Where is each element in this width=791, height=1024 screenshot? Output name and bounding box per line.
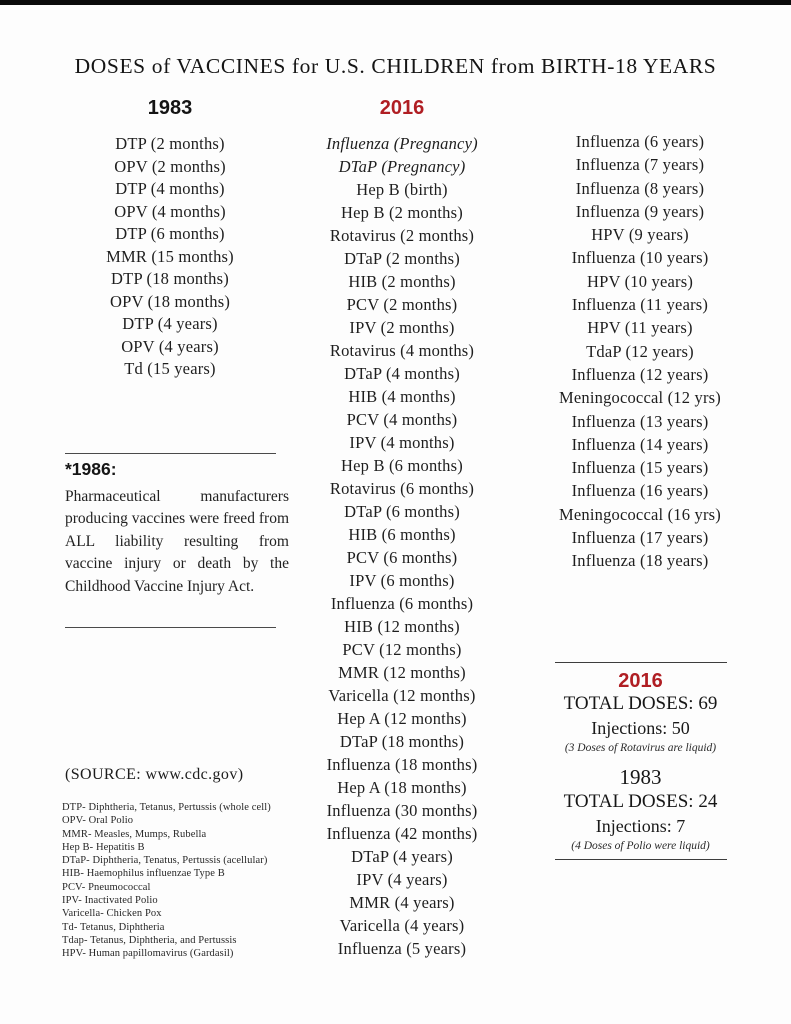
totals-2016-injections: Injections: 50 xyxy=(591,718,690,738)
vaccine-entry: Influenza (9 years) xyxy=(575,201,705,221)
vaccine-entry: Meningococcal (12 yrs) xyxy=(558,388,721,408)
vaccine-entry: HPV (11 years) xyxy=(587,318,693,338)
abbreviation-entry: IPV- Inactivated Polio xyxy=(62,895,158,907)
vaccine-entry: Influenza (15 years) xyxy=(571,458,709,478)
vaccine-entry: DTaP (4 months) xyxy=(344,364,460,383)
abbreviation-entry: Varicella- Chicken Pox xyxy=(62,908,162,920)
vaccine-entry: DTP (18 months) xyxy=(111,269,229,288)
vaccine-entry: PCV (4 months) xyxy=(346,410,458,429)
totals-2016-year: 2016 xyxy=(618,670,663,692)
vaccine-entry: Td (15 years) xyxy=(124,359,216,378)
vaccine-entry: MMR (12 months) xyxy=(338,663,466,682)
vaccine-entry: Influenza (10 years) xyxy=(571,248,709,268)
abbreviation-entry: Hep B- Hepatitis B xyxy=(62,841,145,853)
vaccine-entry: Influenza (18 years) xyxy=(571,551,709,571)
totals-panel xyxy=(538,662,743,860)
vaccine-entry: OPV (18 months) xyxy=(109,291,231,311)
vaccine-entry: HPV (9 years) xyxy=(591,225,689,245)
page-title: DOSES of VACCINES for U.S. CHILDREN from BIRTH-18 YEARS xyxy=(74,54,717,78)
source-line: (SOURCE: www.cdc.gov) xyxy=(65,766,244,783)
vaccine-list-1983 xyxy=(60,133,280,381)
note-bottom-rule xyxy=(65,627,276,628)
vaccine-entry: Influenza (12 years) xyxy=(571,364,709,384)
vaccine-entry: Influenza (8 years) xyxy=(575,178,705,198)
abbreviation-entry: HIB- Haemophilus influenzae Type B xyxy=(62,868,225,880)
totals-1983-year: 1983 xyxy=(619,765,662,789)
vaccine-entry: Hep B (2 months) xyxy=(341,203,463,222)
totals-1983-doses: TOTAL DOSES: 24 xyxy=(563,791,718,812)
vaccine-entry: DTP (4 months) xyxy=(115,179,225,198)
vaccine-entry: IPV (2 months) xyxy=(349,318,455,337)
vaccine-entry: Rotavirus (2 months) xyxy=(329,226,475,245)
vaccine-entry: Hep A (12 months) xyxy=(337,709,467,728)
note-top-rule xyxy=(65,453,276,454)
vaccine-entry: IPV (4 years) xyxy=(356,870,448,889)
vaccine-entry: Influenza (30 months) xyxy=(326,801,478,820)
abbreviation-entry: MMR- Measles, Mumps, Rubella xyxy=(62,828,207,840)
vaccine-entry: Influenza (18 months) xyxy=(326,755,478,774)
vaccine-entry: IPV (4 months) xyxy=(349,433,455,452)
vaccine-entry: Influenza (5 years) xyxy=(337,939,467,958)
vaccine-entry: Hep B (birth) xyxy=(356,180,448,199)
vaccine-entry: Influenza (17 years) xyxy=(571,528,709,548)
vaccine-entry: TdaP (12 years) xyxy=(586,341,694,361)
vaccine-entry: DTP (2 months) xyxy=(115,134,225,153)
vaccine-entry: HPV (10 years) xyxy=(586,271,694,291)
vaccine-entry: DTaP (6 months) xyxy=(344,502,460,521)
vaccine-entry: Meningococcal (16 yrs) xyxy=(558,504,721,524)
vaccine-entry: Varicella (4 years) xyxy=(339,916,465,935)
abbreviation-entry: DTP- Diphtheria, Tetanus, Pertussis (whole cell) xyxy=(62,802,271,813)
vaccine-entry: HIB (6 months) xyxy=(348,525,456,544)
vaccine-entry: DTaP (Pregnancy) xyxy=(338,157,466,176)
abbreviation-list xyxy=(62,801,271,961)
vaccine-entry: Influenza (11 years) xyxy=(571,295,709,315)
totals-2016-note: (3 Doses of Rotavirus are liquid) xyxy=(564,742,717,754)
vaccine-entry: DTaP (2 months) xyxy=(344,249,460,268)
abbreviation-entry: DTaP- Diphtheria, Tenatus, Pertussis (acellular) xyxy=(62,855,268,867)
vaccine-entry: DTaP (4 years) xyxy=(351,847,453,866)
vaccine-entry: IPV (6 months) xyxy=(349,571,455,590)
vaccine-entry: HIB (12 months) xyxy=(344,617,460,636)
vaccine-entry: DTaP (18 months) xyxy=(339,732,465,751)
column-header-1983: 1983 xyxy=(147,97,193,119)
vaccine-entry: OPV (4 years) xyxy=(121,336,219,356)
totals-2016-doses: TOTAL DOSES: 69 xyxy=(563,693,718,714)
vaccine-entry: Rotavirus (4 months) xyxy=(329,341,475,360)
vaccine-entry: Influenza (14 years) xyxy=(571,434,709,454)
vaccine-entry: Varicella (12 months) xyxy=(328,686,476,705)
vaccine-entry: Influenza (13 years) xyxy=(571,411,709,431)
abbreviation-entry: OPV- Oral Polio xyxy=(62,815,134,827)
totals-1983-injections: Injections: 7 xyxy=(595,816,686,836)
vaccine-entry: HIB (4 months) xyxy=(348,387,456,406)
vaccine-entry: OPV (4 months) xyxy=(114,201,226,221)
vaccine-entry: PCV (2 months) xyxy=(346,295,458,314)
vaccine-entry: DTP (6 months) xyxy=(115,224,225,243)
vaccine-entry: Influenza (6 years) xyxy=(575,132,705,151)
vaccine-entry: Influenza (16 years) xyxy=(571,481,709,501)
totals-1983-note: (4 Doses of Polio were liquid) xyxy=(571,840,710,852)
vaccine-entry: DTP (4 years) xyxy=(122,314,218,333)
abbreviation-entry: Td- Tetanus, Diphtheria xyxy=(62,921,165,933)
vaccine-entry: PCV (6 months) xyxy=(346,548,458,567)
abbreviation-entry: HPV- Human papillomavirus (Gardasil) xyxy=(62,948,234,960)
top-edge-bar xyxy=(0,0,791,5)
vaccine-entry: Influenza (6 months) xyxy=(330,594,474,613)
vaccine-list-2016-continued xyxy=(528,130,752,573)
abbreviation-entry: Tdap- Tetanus, Diphtheria, and Pertussis xyxy=(62,934,237,946)
vaccine-entry: Rotavirus (6 months) xyxy=(329,479,475,498)
vaccine-list-2016-main xyxy=(292,132,512,960)
vaccine-entry: Influenza (Pregnancy) xyxy=(326,134,478,153)
vaccine-entry: MMR (15 months) xyxy=(106,246,234,266)
vaccine-entry: MMR (4 years) xyxy=(349,893,455,912)
totals-top-rule xyxy=(555,662,727,663)
note-1986-heading: *1986: xyxy=(65,459,117,479)
vaccine-entry: Hep B (6 months) xyxy=(341,456,463,475)
vaccine-entry: Influenza (42 months) xyxy=(326,824,478,843)
abbreviation-entry: PCV- Pneumococcal xyxy=(62,881,151,893)
vaccine-entry: Influenza (7 years) xyxy=(575,155,705,175)
vaccine-entry: Hep A (18 months) xyxy=(337,778,467,797)
note-1986-body: Pharmaceutical manufacturers producing vaccines were freed from ALL liability resulting from vaccine injury or death by the Childhood Vaccine Injury Act. xyxy=(65,488,289,595)
totals-bottom-rule xyxy=(555,859,727,860)
vaccine-entry: OPV (2 months) xyxy=(114,156,226,176)
column-header-2016: 2016 xyxy=(379,97,425,119)
vaccine-entry: HIB (2 months) xyxy=(348,272,456,291)
vaccine-entry: PCV (12 months) xyxy=(342,640,462,659)
